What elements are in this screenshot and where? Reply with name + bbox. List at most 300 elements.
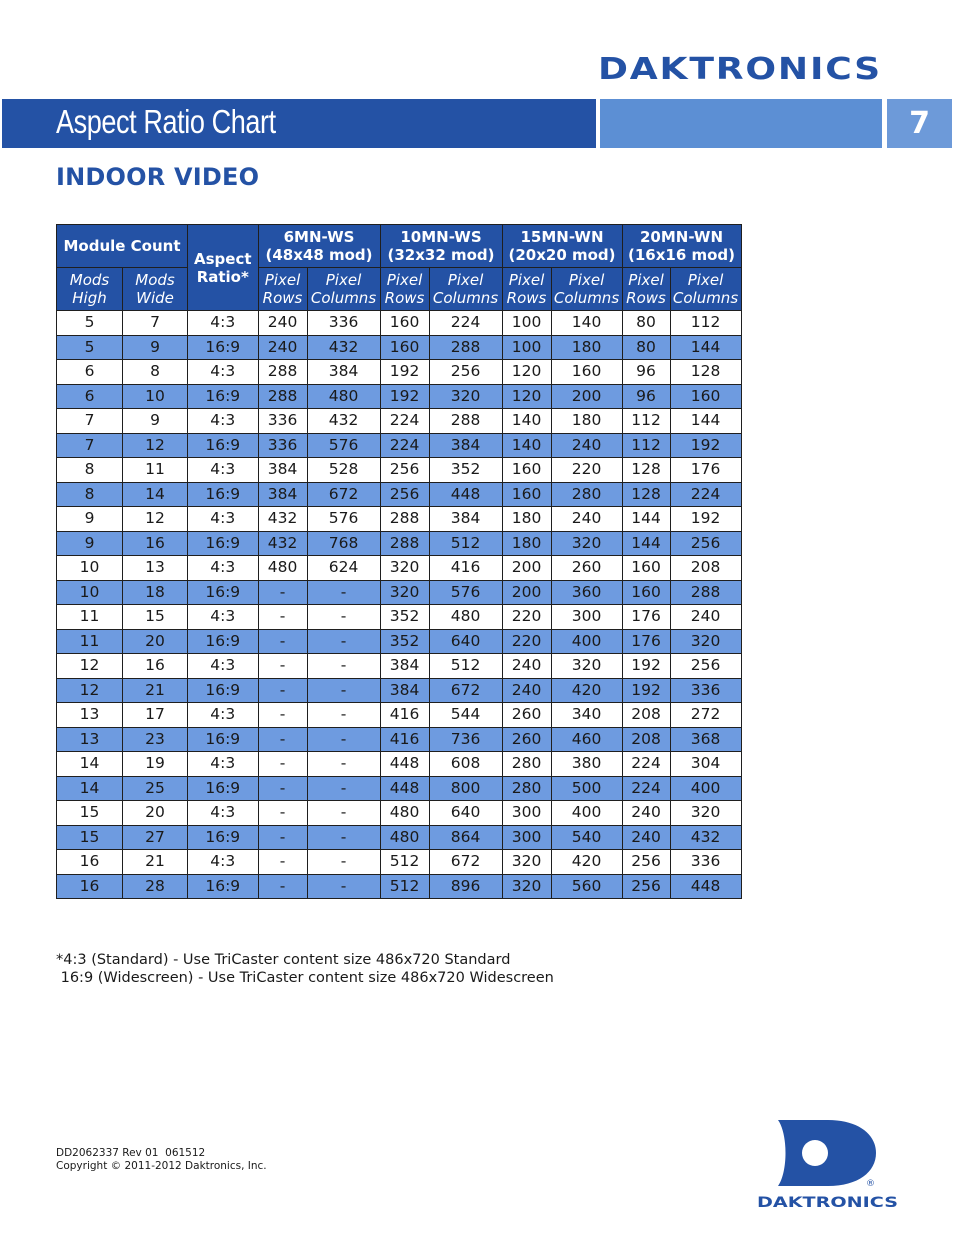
table-cell: 368 xyxy=(670,727,741,752)
table-cell: 176 xyxy=(622,605,670,630)
table-cell: 576 xyxy=(307,433,380,458)
table-cell: 576 xyxy=(429,580,502,605)
table-cell: 4:3 xyxy=(188,311,259,336)
table-cell: 256 xyxy=(622,874,670,899)
table-cell: 140 xyxy=(502,433,551,458)
table-cell: - xyxy=(258,850,307,875)
table-cell: 304 xyxy=(670,752,741,777)
table-cell: 192 xyxy=(380,360,429,385)
table-cell: 224 xyxy=(380,409,429,434)
table-cell: 360 xyxy=(551,580,622,605)
table-cell: 80 xyxy=(622,335,670,360)
table-cell: 240 xyxy=(258,335,307,360)
table-cell: 320 xyxy=(551,531,622,556)
table-cell: 17 xyxy=(123,703,188,728)
table-cell: 12 xyxy=(123,507,188,532)
table-cell: 640 xyxy=(429,629,502,654)
aspect-ratio-header xyxy=(188,225,259,311)
table-cell: 23 xyxy=(123,727,188,752)
table-cell: 260 xyxy=(551,556,622,581)
table-cell: 432 xyxy=(258,531,307,556)
table-cell: 280 xyxy=(502,752,551,777)
table-cell: 540 xyxy=(551,825,622,850)
table-cell: 16:9 xyxy=(188,335,259,360)
table-subheader-row xyxy=(57,268,742,311)
table-row xyxy=(57,850,742,875)
table-cell: 400 xyxy=(551,801,622,826)
table-cell: 100 xyxy=(502,335,551,360)
table-row xyxy=(57,801,742,826)
table-cell: 10 xyxy=(57,580,123,605)
table-cell: 384 xyxy=(429,433,502,458)
table-cell: - xyxy=(307,654,380,679)
table-row xyxy=(57,703,742,728)
table-cell: 240 xyxy=(670,605,741,630)
table-cell: 7 xyxy=(123,311,188,336)
table-cell: 128 xyxy=(622,482,670,507)
table-cell: 21 xyxy=(123,850,188,875)
table-cell: 336 xyxy=(670,850,741,875)
product-name: 6MN-WS xyxy=(283,228,355,246)
table-cell: 18 xyxy=(123,580,188,605)
table-cell: 176 xyxy=(670,458,741,483)
table-cell: 9 xyxy=(123,409,188,434)
mods-wide-header: Mods Wide xyxy=(123,268,188,311)
table-row xyxy=(57,409,742,434)
table-cell: 352 xyxy=(429,458,502,483)
table-cell: 128 xyxy=(670,360,741,385)
table-cell: 260 xyxy=(502,727,551,752)
table-cell: 11 xyxy=(57,605,123,630)
daktronics-logo-icon xyxy=(778,1120,878,1186)
table-cell: 192 xyxy=(670,507,741,532)
table-cell: 320 xyxy=(502,850,551,875)
table-cell: - xyxy=(307,580,380,605)
pixel-columns-header: Pixel Columns xyxy=(429,268,502,311)
table-cell: 672 xyxy=(429,850,502,875)
table-cell: 4:3 xyxy=(188,507,259,532)
table-cell: 16 xyxy=(57,874,123,899)
pixel-columns-header: Pixel Columns xyxy=(670,268,741,311)
table-cell: 16:9 xyxy=(188,580,259,605)
table-cell: 7 xyxy=(57,409,123,434)
table-cell: 260 xyxy=(502,703,551,728)
table-cell: 512 xyxy=(429,654,502,679)
table-cell: 4:3 xyxy=(188,409,259,434)
pixel-rows-header: Pixel Rows xyxy=(502,268,551,311)
table-cell: 300 xyxy=(551,605,622,630)
table-cell: 460 xyxy=(551,727,622,752)
table-cell: 192 xyxy=(380,384,429,409)
table-cell: 15 xyxy=(57,801,123,826)
table-cell: 16:9 xyxy=(188,727,259,752)
aspect-ratio-header-label: Aspect Ratio* xyxy=(194,249,252,286)
table-row xyxy=(57,678,742,703)
table-cell: 240 xyxy=(258,311,307,336)
product-module: (20x20 mod) xyxy=(508,246,616,264)
table-row xyxy=(57,384,742,409)
table-cell: 288 xyxy=(429,409,502,434)
table-cell: - xyxy=(258,752,307,777)
table-cell: 16 xyxy=(123,654,188,679)
table-body xyxy=(57,311,742,899)
table-cell: 180 xyxy=(551,409,622,434)
page-title: Aspect Ratio Chart xyxy=(56,103,276,140)
table-cell: 4:3 xyxy=(188,801,259,826)
table-cell: 320 xyxy=(380,556,429,581)
table-cell: 384 xyxy=(380,654,429,679)
document-id: DD2062337 Rev 01 061512 xyxy=(56,1147,206,1159)
table-cell: 768 xyxy=(307,531,380,556)
table-cell: 352 xyxy=(380,605,429,630)
table-cell: 160 xyxy=(622,556,670,581)
table-cell: 160 xyxy=(502,482,551,507)
table-cell: 672 xyxy=(429,678,502,703)
table-cell: 144 xyxy=(622,507,670,532)
table-cell: 240 xyxy=(622,801,670,826)
table-cell: 112 xyxy=(622,433,670,458)
table-cell: 480 xyxy=(380,825,429,850)
table-cell: 672 xyxy=(307,482,380,507)
module-count-header: Module Count xyxy=(57,225,188,268)
table-cell: 288 xyxy=(380,531,429,556)
table-cell: 320 xyxy=(502,874,551,899)
product-name: 15MN-WN xyxy=(520,228,604,246)
table-row xyxy=(57,311,742,336)
table-cell: - xyxy=(307,678,380,703)
table-cell: 16:9 xyxy=(188,874,259,899)
table-cell: 416 xyxy=(429,556,502,581)
table-cell: 240 xyxy=(551,433,622,458)
brand-logo-top xyxy=(596,50,886,84)
product-module: (16x16 mod) xyxy=(628,246,736,264)
product-header-15mn-wn xyxy=(502,225,622,268)
table-cell: 256 xyxy=(670,654,741,679)
pixel-rows-header: Pixel Rows xyxy=(380,268,429,311)
table-row xyxy=(57,335,742,360)
table-cell: 400 xyxy=(551,629,622,654)
table-cell: 208 xyxy=(622,727,670,752)
table-cell: 240 xyxy=(502,654,551,679)
registered-mark: ® xyxy=(866,1179,875,1186)
table-cell: 448 xyxy=(380,776,429,801)
table-cell: 384 xyxy=(258,482,307,507)
table-cell: 256 xyxy=(670,531,741,556)
table-cell: 736 xyxy=(429,727,502,752)
table-cell: 256 xyxy=(622,850,670,875)
table-cell: 5 xyxy=(57,335,123,360)
table-cell: 21 xyxy=(123,678,188,703)
table-cell: 96 xyxy=(622,360,670,385)
table-cell: 13 xyxy=(123,556,188,581)
table-cell: 4:3 xyxy=(188,752,259,777)
table-cell: - xyxy=(258,605,307,630)
table-cell: 192 xyxy=(622,654,670,679)
table-cell: 256 xyxy=(429,360,502,385)
table-cell: - xyxy=(307,825,380,850)
table-cell: 380 xyxy=(551,752,622,777)
table-cell: - xyxy=(307,776,380,801)
table-row xyxy=(57,433,742,458)
table-cell: 280 xyxy=(551,482,622,507)
table-cell: 448 xyxy=(670,874,741,899)
table-cell: 480 xyxy=(429,605,502,630)
table-cell: 220 xyxy=(502,605,551,630)
product-module: (32x32 mod) xyxy=(387,246,495,264)
table-cell: 140 xyxy=(502,409,551,434)
table-row xyxy=(57,531,742,556)
table-cell: 416 xyxy=(380,703,429,728)
table-cell: 96 xyxy=(622,384,670,409)
table-cell: 528 xyxy=(307,458,380,483)
table-cell: - xyxy=(258,654,307,679)
product-module: (48x48 mod) xyxy=(265,246,373,264)
table-cell: 280 xyxy=(502,776,551,801)
table-cell: 19 xyxy=(123,752,188,777)
table-cell: 240 xyxy=(622,825,670,850)
table-cell: 340 xyxy=(551,703,622,728)
table-cell: 144 xyxy=(670,409,741,434)
table-cell: 4:3 xyxy=(188,360,259,385)
table-cell: 10 xyxy=(57,556,123,581)
table-cell: - xyxy=(258,629,307,654)
table-cell: 420 xyxy=(551,678,622,703)
table-cell: 288 xyxy=(258,384,307,409)
table-cell: 544 xyxy=(429,703,502,728)
footer xyxy=(56,1147,267,1172)
table-cell: 320 xyxy=(551,654,622,679)
table-cell: 512 xyxy=(380,850,429,875)
footnote-standard: *4:3 (Standard) - Use TriCaster content size 486x720 Standard xyxy=(56,952,511,968)
table-cell: 180 xyxy=(551,335,622,360)
table-cell: 4:3 xyxy=(188,850,259,875)
table-cell: 640 xyxy=(429,801,502,826)
brand-wordmark: DAKTRONICS xyxy=(598,52,882,84)
table-cell: 5 xyxy=(57,311,123,336)
table-cell: 6 xyxy=(57,384,123,409)
table-cell: - xyxy=(307,874,380,899)
table-row xyxy=(57,580,742,605)
table-cell: - xyxy=(258,825,307,850)
table-cell: 256 xyxy=(380,482,429,507)
table-cell: - xyxy=(307,850,380,875)
table-cell: - xyxy=(307,703,380,728)
table-cell: 512 xyxy=(429,531,502,556)
table-cell: 160 xyxy=(670,384,741,409)
table-cell: 28 xyxy=(123,874,188,899)
table-cell: 160 xyxy=(551,360,622,385)
table-cell: 384 xyxy=(307,360,380,385)
table-cell: 8 xyxy=(57,458,123,483)
table-cell: 240 xyxy=(502,678,551,703)
table-cell: 384 xyxy=(380,678,429,703)
product-header-6mn-ws xyxy=(258,225,380,268)
table-cell: - xyxy=(307,629,380,654)
table-cell: 192 xyxy=(670,433,741,458)
table-cell: 10 xyxy=(123,384,188,409)
table-cell: 4:3 xyxy=(188,703,259,728)
table-cell: - xyxy=(258,874,307,899)
table-cell: 20 xyxy=(123,801,188,826)
table-cell: 288 xyxy=(380,507,429,532)
table-cell: 20 xyxy=(123,629,188,654)
table-cell: 12 xyxy=(123,433,188,458)
pixel-rows-header: Pixel Rows xyxy=(622,268,670,311)
title-bar-accent xyxy=(600,99,882,148)
table-cell: 16:9 xyxy=(188,482,259,507)
table-row xyxy=(57,727,742,752)
table-row xyxy=(57,776,742,801)
table-row xyxy=(57,556,742,581)
table-cell: 320 xyxy=(670,801,741,826)
table-cell: - xyxy=(307,727,380,752)
table-cell: 160 xyxy=(622,580,670,605)
table-cell: - xyxy=(258,678,307,703)
table-cell: 576 xyxy=(307,507,380,532)
table-cell: 336 xyxy=(670,678,741,703)
table-cell: 300 xyxy=(502,825,551,850)
table-cell: 200 xyxy=(502,556,551,581)
table-cell: 432 xyxy=(307,409,380,434)
table-cell: 9 xyxy=(123,335,188,360)
table-cell: 13 xyxy=(57,727,123,752)
table-cell: - xyxy=(258,776,307,801)
table-cell: 288 xyxy=(429,335,502,360)
table-cell: 448 xyxy=(380,752,429,777)
table-cell: 120 xyxy=(502,360,551,385)
table-cell: 16 xyxy=(123,531,188,556)
table-cell: 480 xyxy=(380,801,429,826)
table-cell: - xyxy=(258,703,307,728)
table-cell: 12 xyxy=(57,678,123,703)
table-cell: 7 xyxy=(57,433,123,458)
copyright: Copyright © 2011-2012 Daktronics, Inc. xyxy=(56,1159,267,1172)
table-cell: 4:3 xyxy=(188,458,259,483)
table-cell: 6 xyxy=(57,360,123,385)
table-cell: 480 xyxy=(258,556,307,581)
product-name: 20MN-WN xyxy=(640,228,724,246)
table-cell: 288 xyxy=(258,360,307,385)
table-cell: 16:9 xyxy=(188,629,259,654)
table-cell: 180 xyxy=(502,531,551,556)
pixel-columns-header: Pixel Columns xyxy=(307,268,380,311)
table-cell: 512 xyxy=(380,874,429,899)
table-header-row xyxy=(57,225,742,268)
product-header-10mn-ws xyxy=(380,225,502,268)
table-cell: - xyxy=(307,801,380,826)
table-cell: 11 xyxy=(57,629,123,654)
table-cell: 4:3 xyxy=(188,556,259,581)
table-cell: 432 xyxy=(307,335,380,360)
table-cell: 560 xyxy=(551,874,622,899)
table-cell: 320 xyxy=(380,580,429,605)
table-cell: 300 xyxy=(502,801,551,826)
table-cell: 144 xyxy=(622,531,670,556)
table-cell: 224 xyxy=(622,776,670,801)
product-header-20mn-wn xyxy=(622,225,741,268)
table-cell: 420 xyxy=(551,850,622,875)
table-cell: 336 xyxy=(258,433,307,458)
footnotes xyxy=(56,951,554,987)
logo-wordmark-text: DAKTRONICS xyxy=(757,1195,898,1210)
table-cell: 9 xyxy=(57,531,123,556)
table-cell: 224 xyxy=(622,752,670,777)
table-row xyxy=(57,752,742,777)
table-row xyxy=(57,605,742,630)
pixel-columns-header: Pixel Columns xyxy=(551,268,622,311)
table-cell: 432 xyxy=(258,507,307,532)
table-cell: 15 xyxy=(57,825,123,850)
table-cell: 384 xyxy=(429,507,502,532)
table-cell: 800 xyxy=(429,776,502,801)
table-cell: 224 xyxy=(670,482,741,507)
table-cell: 208 xyxy=(622,703,670,728)
table-row xyxy=(57,874,742,899)
table-cell: 384 xyxy=(258,458,307,483)
product-name: 10MN-WS xyxy=(400,228,482,246)
table-cell: - xyxy=(307,605,380,630)
table-cell: 160 xyxy=(502,458,551,483)
table-cell: 160 xyxy=(380,311,429,336)
table-cell: 288 xyxy=(670,580,741,605)
table-cell: 16:9 xyxy=(188,433,259,458)
table-cell: 608 xyxy=(429,752,502,777)
mods-high-header: Mods High xyxy=(57,268,123,311)
table-cell: 16:9 xyxy=(188,678,259,703)
pixel-rows-header: Pixel Rows xyxy=(258,268,307,311)
table-cell: 8 xyxy=(57,482,123,507)
table-cell: 16:9 xyxy=(188,776,259,801)
daktronics-logo-wordmark xyxy=(756,1192,900,1210)
table-cell: 896 xyxy=(429,874,502,899)
table-cell: 240 xyxy=(551,507,622,532)
table-cell: 180 xyxy=(502,507,551,532)
table-cell: 14 xyxy=(57,776,123,801)
footnote-widescreen: 16:9 (Widescreen) - Use TriCaster content size 486x720 Widescreen xyxy=(56,970,554,986)
table-cell: 16:9 xyxy=(188,384,259,409)
table-cell: 200 xyxy=(551,384,622,409)
table-cell: 144 xyxy=(670,335,741,360)
table-cell: 336 xyxy=(258,409,307,434)
table-cell: 112 xyxy=(622,409,670,434)
table-cell: 624 xyxy=(307,556,380,581)
table-cell: 12 xyxy=(57,654,123,679)
table-cell: 80 xyxy=(622,311,670,336)
table-row xyxy=(57,458,742,483)
table-cell: 320 xyxy=(670,629,741,654)
table-cell: 100 xyxy=(502,311,551,336)
table-cell: 27 xyxy=(123,825,188,850)
table-cell: 8 xyxy=(123,360,188,385)
table-cell: 416 xyxy=(380,727,429,752)
table-cell: 220 xyxy=(502,629,551,654)
table-cell: - xyxy=(307,752,380,777)
page-number: 7 xyxy=(909,106,930,141)
table-row xyxy=(57,482,742,507)
table-cell: 500 xyxy=(551,776,622,801)
table-cell: 256 xyxy=(380,458,429,483)
table-cell: 352 xyxy=(380,629,429,654)
table-cell: 480 xyxy=(307,384,380,409)
table-row xyxy=(57,629,742,654)
table-cell: 25 xyxy=(123,776,188,801)
table-cell: 272 xyxy=(670,703,741,728)
table-cell: 400 xyxy=(670,776,741,801)
section-title: INDOOR VIDEO xyxy=(56,163,260,191)
table-cell: 112 xyxy=(670,311,741,336)
table-cell: 14 xyxy=(57,752,123,777)
table-cell: 4:3 xyxy=(188,654,259,679)
